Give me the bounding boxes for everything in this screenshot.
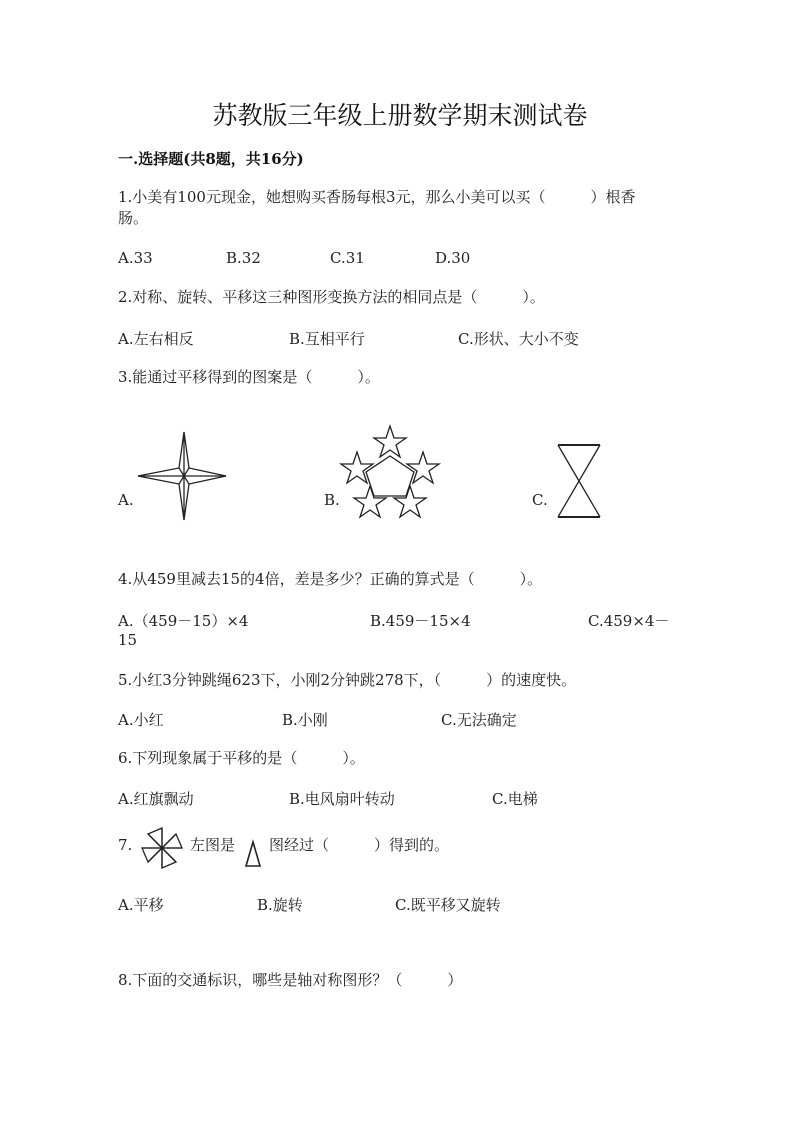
question-8-stem: 8.下面的交通标识，哪些是轴对称图形？（ ） (118, 971, 463, 989)
q3-option-a: A. (118, 491, 134, 509)
q1-option-c: C.31 (330, 249, 365, 267)
q4-option-a: A.（459－15）×4 (118, 612, 249, 630)
q6-option-b: B.电风扇叶转动 (289, 790, 395, 808)
q4-option-c-wrap: 15 (118, 631, 138, 649)
q1-option-b: B.32 (226, 249, 261, 267)
q2-option-a: A.左右相反 (118, 330, 194, 348)
four-point-star-figure (136, 430, 230, 522)
section-heading: 一.选择题(共8题，共16分) (118, 150, 304, 168)
question-1-stem-wrap: 肠。 (118, 209, 149, 227)
q5-option-b: B.小刚 (282, 711, 328, 729)
q5-option-c: C.无法确定 (441, 711, 517, 729)
pinwheel-figure (140, 826, 184, 870)
question-2-stem: 2.对称、旋转、平移这三种图形变换方法的相同点是（ ）。 (118, 288, 545, 306)
question-5-stem: 5.小红3分钟跳绳623下，小刚2分钟跳278下，（ ）的速度快。 (118, 671, 577, 689)
q6-option-a: A.红旗飘动 (118, 790, 194, 808)
q7-option-b: B.旋转 (257, 896, 303, 914)
question-4-stem: 4.从459里减去15的4倍，差是多少？正确的算式是（ ）。 (118, 570, 543, 588)
q4-option-b: B.459－15×4 (370, 612, 471, 630)
q3-option-b: B. (324, 491, 340, 509)
q7-option-a: A.平移 (118, 896, 164, 914)
q4-option-c: C.459×4－ (588, 612, 670, 630)
q5-option-a: A.小红 (118, 711, 164, 729)
q7-option-c: C.既平移又旋转 (395, 896, 501, 914)
q6-option-c: C.电梯 (492, 790, 538, 808)
q3-option-c: C. (532, 491, 548, 509)
page-title: 苏教版三年级上册数学期末测试卷 (212, 101, 588, 130)
triangle-figure (244, 840, 262, 868)
q2-option-b: B.互相平行 (289, 330, 365, 348)
question-1-stem: 1.小美有100元现金，她想购买香肠每根3元，那么小美可以买（ ）根香 (118, 188, 636, 206)
question-7-stem-end: 图经过（ ）得到的。 (269, 836, 450, 854)
question-3-stem: 3.能通过平移得到的图案是（ ）。 (118, 368, 380, 386)
pentagon-stars-figure (340, 424, 440, 520)
q1-option-a: A.33 (118, 249, 153, 267)
question-6-stem: 6.下列现象属于平移的是（ ）。 (118, 749, 365, 767)
hourglass-figure (556, 443, 602, 519)
q2-option-c: C.形状、大小不变 (458, 330, 579, 348)
question-7-number: 7. (118, 836, 133, 854)
q1-option-d: D.30 (435, 249, 471, 267)
question-7-stem-start: 左图是 (190, 836, 236, 854)
